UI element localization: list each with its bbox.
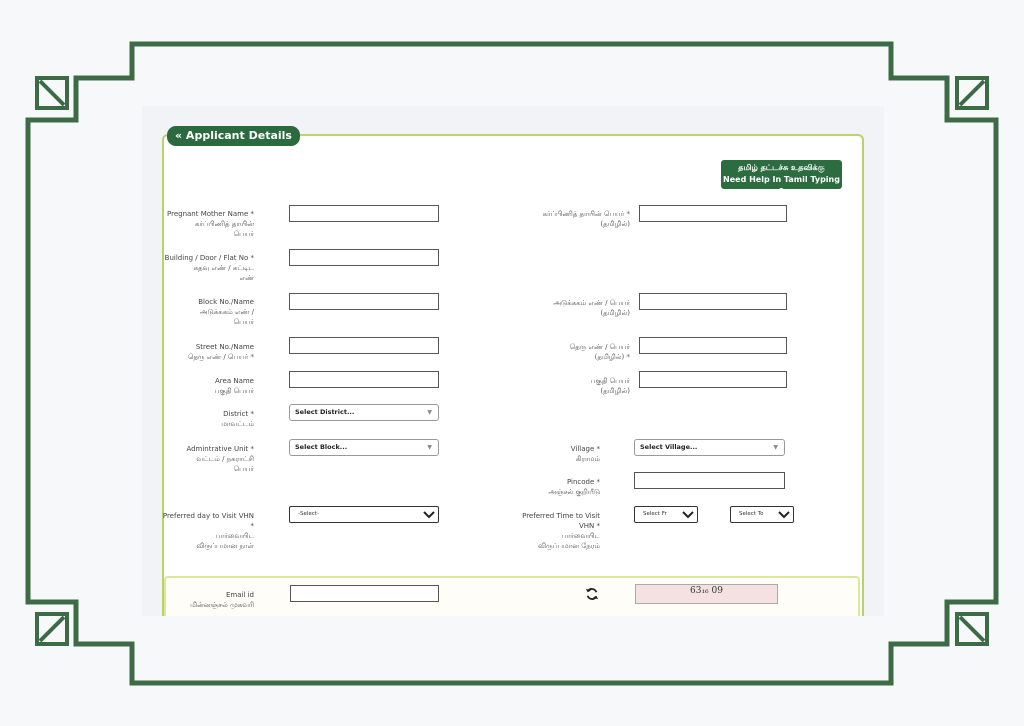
chevron-down-icon: ▼ bbox=[773, 444, 778, 451]
village-label: Village * கிராமம் bbox=[570, 445, 600, 463]
district-label: District * மாவட்டம் bbox=[221, 410, 254, 428]
visit-day-select[interactable] bbox=[289, 506, 439, 523]
form-screenshot bbox=[142, 106, 884, 616]
chevron-down-icon bbox=[778, 510, 790, 519]
visit-day-select-value: -Select- bbox=[298, 511, 319, 517]
district-select[interactable] bbox=[289, 404, 439, 421]
captcha-image: 63₁₆ 09 bbox=[635, 584, 778, 604]
area-tamil-label: பகுதி பெயர் (தமிழில்) bbox=[590, 377, 630, 395]
help-button-english: Need Help In Tamil Typing ? bbox=[723, 175, 840, 196]
mother-name-input[interactable] bbox=[289, 205, 439, 222]
street-input[interactable] bbox=[289, 337, 439, 354]
chevron-down-icon: ▼ bbox=[427, 409, 432, 416]
help-button-tamil: தமிழ் தட்டச்சு உதவிக்கு bbox=[738, 163, 825, 172]
section-title: « Applicant Details bbox=[167, 126, 300, 146]
mother-name-tamil-label: கர்ப்பிணித் தாயின் பெயர் * (தமிழில்) bbox=[542, 210, 630, 228]
refresh-captcha-icon[interactable] bbox=[585, 587, 599, 601]
street-label: Street No./Name தெரு எண் / பெயர் * bbox=[188, 343, 254, 361]
block-select-value: Select Block... bbox=[295, 443, 348, 451]
pincode-label: Pincode * அஞ்சல் குறியீடு bbox=[548, 478, 600, 496]
time-from-select-value: Select Fr bbox=[643, 511, 667, 517]
email-input[interactable] bbox=[290, 585, 439, 602]
visit-day-label: Preferred day to Visit VHN * பார்வையிட விருப்பமான நாள் bbox=[162, 512, 254, 550]
village-select[interactable] bbox=[634, 439, 785, 456]
block-input[interactable] bbox=[289, 293, 439, 310]
area-tamil-input[interactable] bbox=[639, 371, 787, 388]
corner-ornament-top-left bbox=[37, 78, 67, 108]
block-select[interactable] bbox=[289, 439, 439, 456]
mother-name-tamil-input[interactable] bbox=[639, 205, 787, 222]
chevron-down-icon: ▼ bbox=[427, 444, 432, 451]
street-tamil-input[interactable] bbox=[639, 337, 787, 354]
chevron-down-icon bbox=[423, 510, 435, 519]
block-label: Block No./Name அடுக்ககம் எண் / பெயர் bbox=[198, 298, 254, 326]
corner-ornament-top-right bbox=[957, 78, 987, 108]
block-tamil-label: அடுக்ககம் எண் / பெயர் (தமிழில்) bbox=[553, 299, 630, 317]
pincode-input[interactable] bbox=[634, 472, 785, 489]
area-input[interactable] bbox=[289, 371, 439, 388]
building-input[interactable] bbox=[289, 249, 439, 266]
street-tamil-label: தெரு எண் / பெயர் (தமிழில்) * bbox=[569, 343, 630, 361]
village-select-value: Select Village... bbox=[640, 443, 698, 451]
corner-ornament-bottom-right bbox=[957, 614, 987, 644]
district-select-value: Select District... bbox=[295, 408, 355, 416]
time-from-select[interactable] bbox=[634, 506, 698, 523]
corner-ornament-bottom-left bbox=[37, 614, 67, 644]
time-to-select-value: Select To bbox=[739, 511, 764, 517]
visit-time-label: Preferred Time to Visit VHN * பார்வையிட விருப்பமான நேரம் bbox=[522, 512, 600, 550]
mother-name-label: Pregnant Mother Name * கர்ப்பிணித் தாயின் பெயர் bbox=[167, 210, 254, 238]
email-label: Email id மின்னஞ்சல் முகவரி bbox=[190, 591, 254, 609]
chevron-down-icon bbox=[682, 510, 694, 519]
time-to-select[interactable] bbox=[730, 506, 794, 523]
tamil-typing-help-button[interactable] bbox=[721, 160, 842, 196]
block-tamil-input[interactable] bbox=[639, 293, 787, 310]
admin-unit-label: Admintrative Unit * வட்டம் / நகராட்சி பெயர் bbox=[186, 445, 254, 473]
area-label: Area Name பகுதி பெயர் bbox=[214, 377, 254, 395]
building-label: Building / Door / Flat No * கதவு எண் / கட்டிட எண் bbox=[164, 254, 254, 282]
